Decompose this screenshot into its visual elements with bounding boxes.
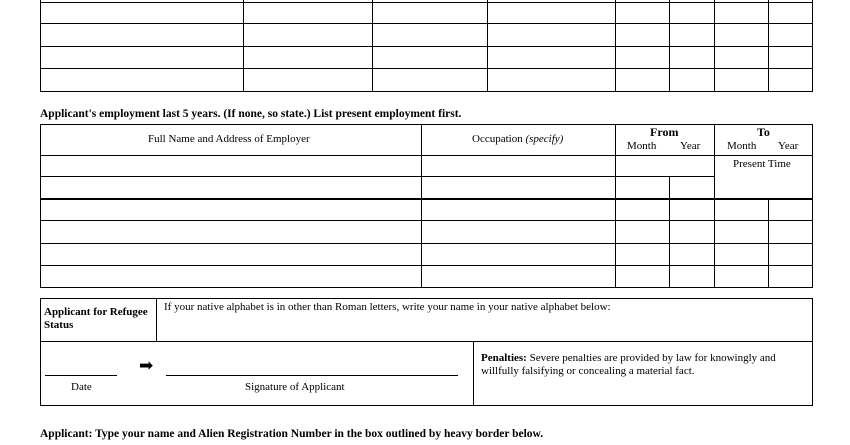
previous-table-row[interactable] (41, 47, 812, 68)
signature-label: Signature of Applicant (245, 381, 345, 393)
employment-row[interactable] (41, 156, 812, 176)
native-alphabet-prompt: If your native alphabet is in other than Roman letters, write your name in your native alphabet below: (164, 301, 611, 313)
from-column-header: From (650, 125, 679, 139)
penalties-notice (481, 352, 791, 378)
previous-table-row[interactable] (41, 3, 812, 23)
penalties-text: Severe penalties are provided by law for knowingly and willfully falsifying or concealing a material fact. (481, 352, 776, 377)
occupation-column-header (472, 133, 563, 146)
refugee-status-label: Applicant for Refugee Status (44, 306, 148, 331)
footer-instruction: Applicant: Type your name and Alien Registration Number in the box outlined by heavy border below. (40, 428, 544, 440)
occupation-label: Occupation (472, 133, 523, 145)
employment-row[interactable] (41, 200, 812, 220)
employment-row[interactable] (41, 177, 812, 198)
to-month-header: Month (727, 140, 757, 152)
penalties-label: Penalties: (481, 352, 527, 364)
from-year-header: Year (680, 140, 701, 152)
arrow-right-icon: ➡ (139, 356, 154, 376)
native-alphabet-name-field[interactable] (157, 314, 812, 341)
to-year-header: Year (778, 140, 799, 152)
present-time-label: Present Time (733, 158, 791, 170)
date-label: Date (71, 381, 92, 393)
employment-row[interactable] (41, 244, 812, 265)
from-month-header: Month (627, 140, 657, 152)
signature-field[interactable] (166, 354, 458, 375)
employment-row[interactable] (41, 266, 812, 287)
to-column-header: To (757, 125, 770, 139)
previous-table-row[interactable] (41, 24, 812, 46)
employment-row[interactable] (41, 221, 812, 243)
employment-section-title: Applicant's employment last 5 years. (If none, so state.) List present employment first. (40, 108, 462, 120)
previous-table-row[interactable] (41, 69, 812, 91)
employer-column-header: Full Name and Address of Employer (148, 133, 310, 145)
date-field[interactable] (45, 356, 117, 375)
occupation-hint: (specify) (525, 133, 564, 145)
